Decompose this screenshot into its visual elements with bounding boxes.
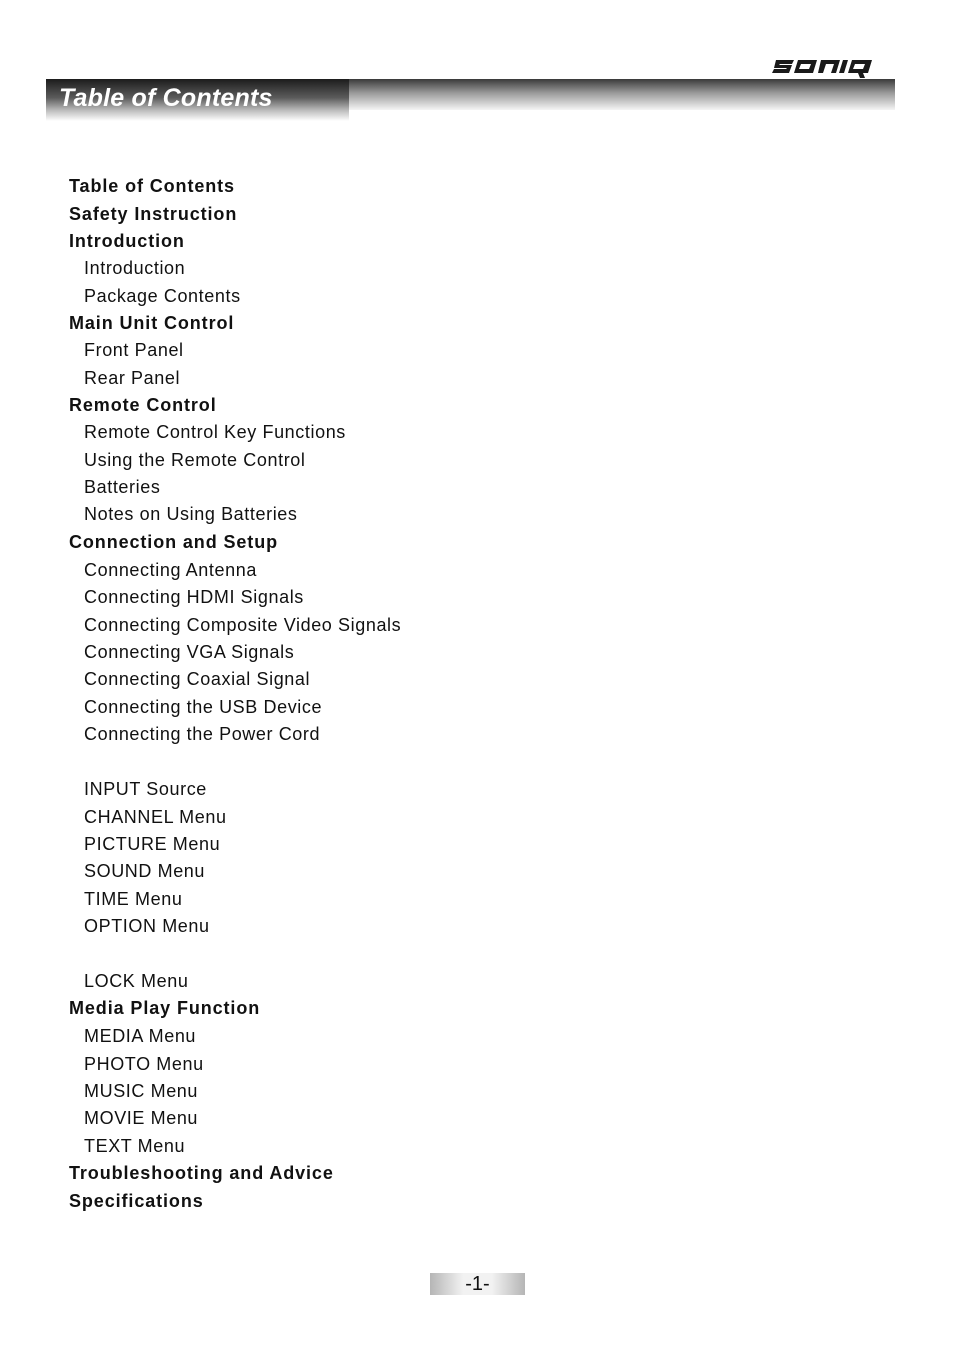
toc-subentry: Front Panel	[84, 340, 184, 360]
toc-subentry: Package Contents	[84, 286, 241, 306]
toc-section-heading: Main Unit Control	[69, 313, 235, 333]
toc-subentry: Batteries	[84, 477, 161, 497]
toc-subentry: TEXT Menu	[84, 1136, 186, 1156]
toc-subentry: MOVIE Menu	[84, 1108, 199, 1128]
toc-section-heading: Safety Instruction	[69, 204, 238, 224]
toc-section-heading: Specifications	[69, 1191, 204, 1211]
toc-subentry: Connecting VGA Signals	[84, 642, 295, 662]
toc-subentry: Connecting Coaxial Signal	[84, 669, 311, 689]
toc-subentry: PICTURE Menu	[84, 834, 221, 854]
toc-section-heading: Remote Control	[69, 395, 217, 415]
toc-subentry: CHANNEL Menu	[84, 807, 227, 827]
page-number: -1-	[465, 1273, 490, 1295]
toc-subentry: Notes on Using Batteries	[84, 504, 298, 524]
toc-subentry: Connecting Antenna	[84, 560, 257, 580]
toc-section-heading: Media Play Function	[69, 998, 261, 1018]
page-number-box	[430, 1273, 525, 1295]
toc-subentry: MUSIC Menu	[84, 1081, 199, 1101]
brand-logo	[772, 52, 878, 80]
toc-subentry: Introduction	[84, 258, 186, 278]
toc-subentry: LOCK Menu	[84, 971, 189, 991]
toc-subentry: TIME Menu	[84, 889, 183, 909]
toc-subentry: SOUND Menu	[84, 861, 206, 881]
toc-section-heading: Introduction	[69, 231, 185, 251]
page-title: Table of Contents	[59, 84, 273, 112]
toc-subentry: Connecting the USB Device	[84, 697, 323, 717]
toc-subentry: INPUT Source	[84, 779, 207, 799]
toc-subentry: Rear Panel	[84, 368, 181, 388]
toc-subentry: Connecting the Power Cord	[84, 724, 321, 744]
toc-section-heading: Troubleshooting and Advice	[69, 1163, 334, 1183]
toc-subentry: Remote Control Key Functions	[84, 422, 346, 442]
toc-subentry: Using the Remote Control	[84, 450, 306, 470]
toc-subentry: Connecting Composite Video Signals	[84, 615, 402, 635]
toc-subentry: MEDIA Menu	[84, 1026, 197, 1046]
toc-section-heading: Connection and Setup	[69, 532, 278, 552]
toc-subentry: OPTION Menu	[84, 916, 210, 936]
toc-subentry: PHOTO Menu	[84, 1054, 204, 1074]
toc-section-heading: Table of Contents	[69, 176, 235, 196]
toc-subentry: Connecting HDMI Signals	[84, 587, 304, 607]
